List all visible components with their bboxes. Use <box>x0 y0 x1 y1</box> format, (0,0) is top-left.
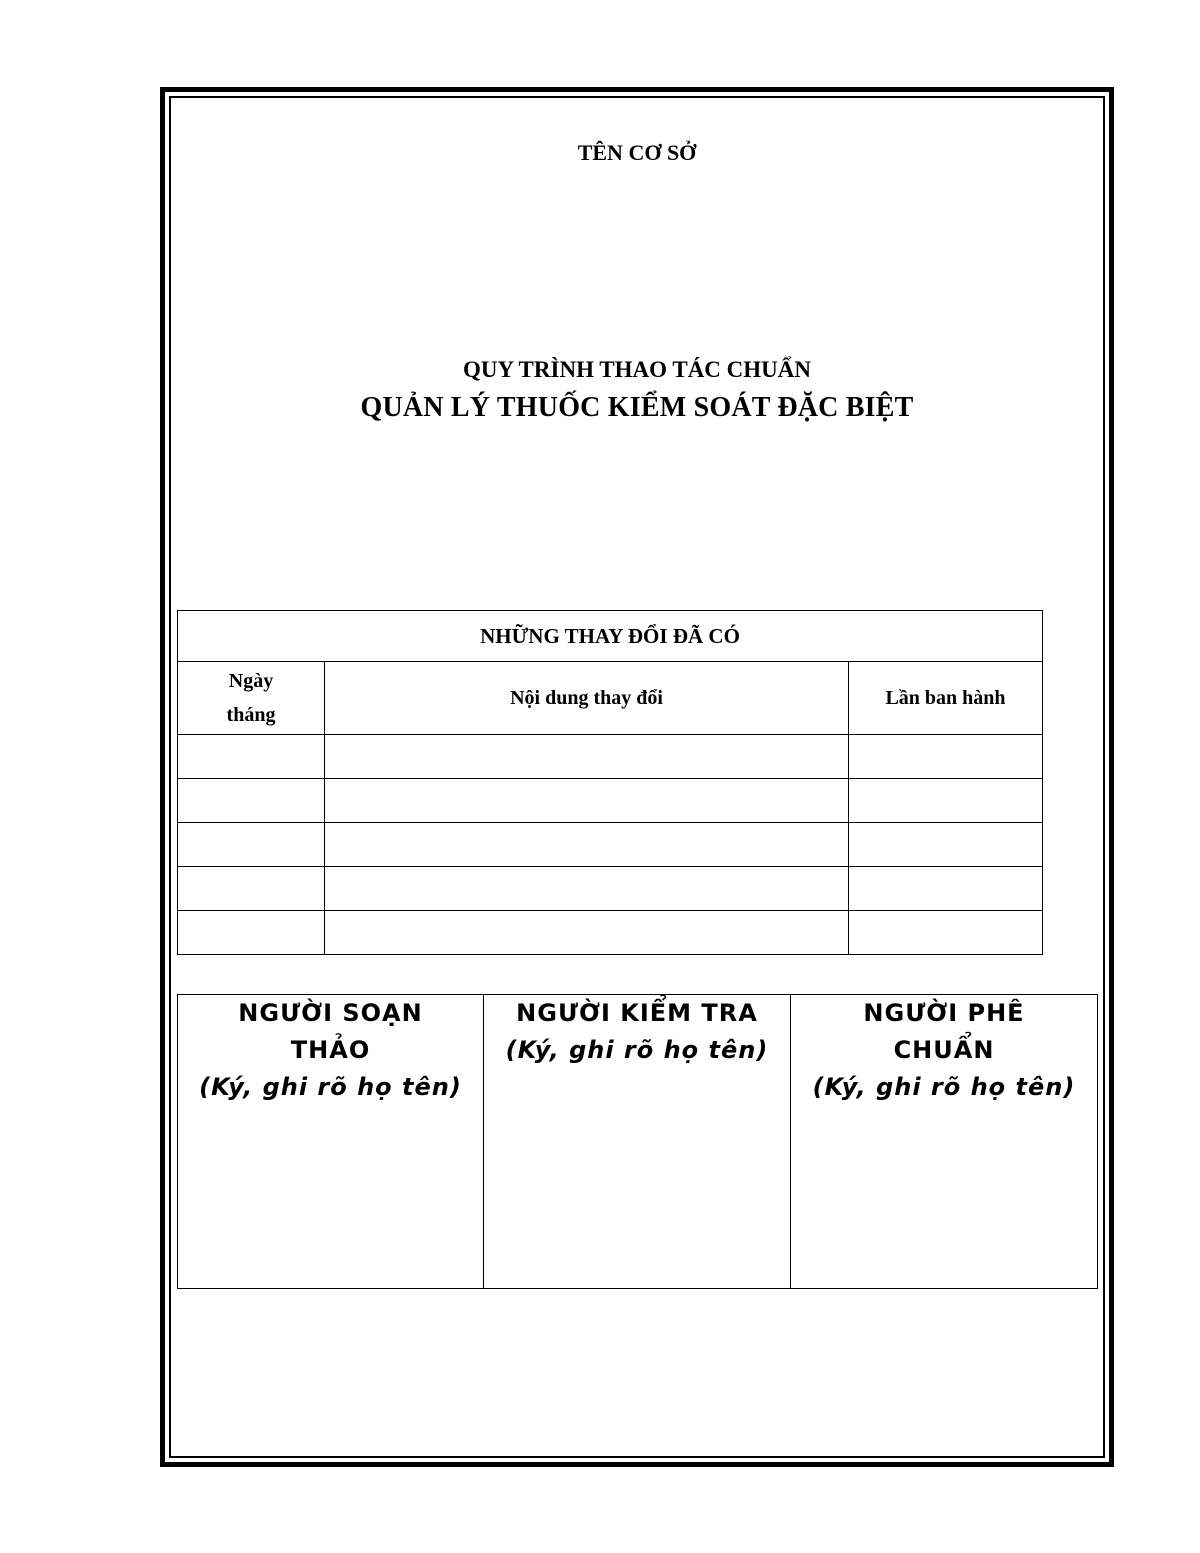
table-cell <box>178 779 325 823</box>
table-cell <box>178 867 325 911</box>
table-row <box>178 867 1043 911</box>
signature-note: (Ký, ghi rõ họ tên) <box>199 1073 462 1101</box>
table-cell <box>849 735 1043 779</box>
signature-note: (Ký, ghi rõ họ tên) <box>812 1073 1076 1101</box>
table-cell <box>178 735 325 779</box>
table-row <box>178 911 1043 955</box>
table-row <box>178 779 1043 823</box>
table-cell <box>849 779 1043 823</box>
table-cell <box>325 911 849 955</box>
table-cell <box>325 823 849 867</box>
signature-cell-reviewer <box>484 995 791 1289</box>
table-cell <box>325 735 849 779</box>
signature-role: NGƯỜI PHÊ CHUẨN <box>863 999 1025 1064</box>
table-cell <box>325 779 849 823</box>
signature-role: NGƯỜI KIỂM TRA <box>516 999 758 1027</box>
signature-table <box>177 994 1098 1289</box>
column-header-issue: Lần ban hành <box>849 662 1043 735</box>
sop-label: QUY TRÌNH THAO TÁC CHUẨN <box>462 357 812 382</box>
changes-table <box>177 610 1043 955</box>
signature-note: (Ký, ghi rõ họ tên) <box>505 1036 769 1064</box>
table-cell <box>849 867 1043 911</box>
column-header-content: Nội dung thay đổi <box>325 662 849 735</box>
signature-cell-drafter <box>178 995 484 1289</box>
sop-title: QUẢN LÝ THUỐC KIỂM SOÁT ĐẶC BIỆT <box>360 392 914 423</box>
table-cell <box>178 823 325 867</box>
table-row <box>178 735 1043 779</box>
table-row <box>178 823 1043 867</box>
changes-table-title: NHỮNG THAY ĐỔI ĐÃ CÓ <box>178 611 1043 662</box>
table-cell <box>178 911 325 955</box>
table-cell <box>849 823 1043 867</box>
column-header-date: Ngày tháng <box>178 662 325 735</box>
table-cell <box>849 911 1043 955</box>
table-cell <box>325 867 849 911</box>
org-name: TÊN CƠ SỞ <box>577 140 697 165</box>
signature-cell-approver <box>791 995 1098 1289</box>
signature-role: NGƯỜI SOẠN THẢO <box>238 999 423 1064</box>
